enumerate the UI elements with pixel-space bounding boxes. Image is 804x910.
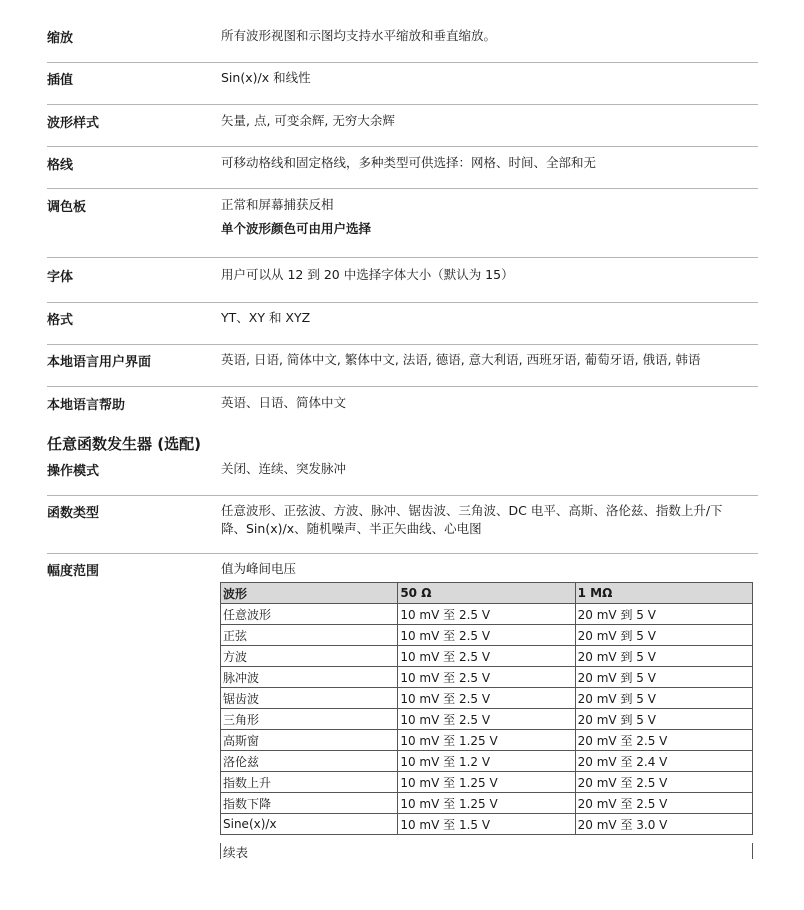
table-cell: 10 mV 至 2.5 V bbox=[398, 709, 575, 730]
spec-label: 函数类型 bbox=[47, 506, 100, 521]
table-row bbox=[221, 751, 753, 772]
spec-value-line: YT、XY 和 XYZ bbox=[221, 310, 311, 325]
spec-label: 字体 bbox=[47, 270, 74, 285]
table-continued-label: 续表 bbox=[220, 843, 248, 859]
table-cell: 20 mV 至 3.0 V bbox=[575, 814, 752, 835]
divider bbox=[47, 553, 758, 554]
spec-value bbox=[221, 154, 751, 172]
column-header-50-ohm: 50 Ω bbox=[398, 583, 575, 604]
table-cell: 20 mV 到 5 V bbox=[575, 646, 752, 667]
table-cell: 10 mV 至 1.25 V bbox=[398, 730, 575, 751]
spec-value bbox=[221, 560, 751, 578]
spec-label: 缩放 bbox=[47, 31, 74, 46]
table-cell: 10 mV 至 2.5 V bbox=[398, 604, 575, 625]
spec-value bbox=[221, 69, 751, 87]
table-continued-border bbox=[752, 843, 753, 859]
spec-value bbox=[221, 460, 751, 478]
table-row bbox=[221, 688, 753, 709]
table-cell: 20 mV 至 2.5 V bbox=[575, 772, 752, 793]
spec-label: 格式 bbox=[47, 313, 74, 328]
spec-label: 波形样式 bbox=[47, 116, 100, 131]
table-row bbox=[221, 730, 753, 751]
table-cell: 正弦 bbox=[221, 625, 398, 646]
table-cell: 10 mV 至 1.2 V bbox=[398, 751, 575, 772]
divider bbox=[47, 495, 758, 496]
table-cell: 20 mV 到 5 V bbox=[575, 688, 752, 709]
spec-value bbox=[221, 196, 751, 238]
table-cell: 10 mV 至 2.5 V bbox=[398, 625, 575, 646]
spec-value bbox=[221, 394, 751, 412]
column-header-waveform: 波形 bbox=[221, 583, 398, 604]
divider bbox=[47, 104, 758, 105]
table-row bbox=[221, 814, 753, 835]
table-row bbox=[221, 646, 753, 667]
spec-value-line: 单个波形颜色可由用户选择 bbox=[221, 221, 372, 236]
divider bbox=[47, 62, 758, 63]
spec-value-line: 任意波形、正弦波、方波、脉冲、锯齿波、三角波、DC 电平、高斯、洛伦兹、指数上升/下 bbox=[221, 503, 723, 518]
spec-value-line: 矢量, 点, 可变余辉, 无穷大余辉 bbox=[221, 113, 395, 128]
table-cell: 10 mV 至 2.5 V bbox=[398, 667, 575, 688]
spec-value-line: 用户可以从 12 到 20 中选择字体大小（默认为 15） bbox=[221, 267, 514, 282]
spec-value bbox=[221, 27, 751, 45]
spec-label: 幅度范围 bbox=[47, 564, 100, 579]
table-cell: 指数上升 bbox=[221, 772, 398, 793]
table-header-row bbox=[221, 583, 753, 604]
table-cell: 方波 bbox=[221, 646, 398, 667]
spec-label: 操作模式 bbox=[47, 464, 100, 479]
table-row bbox=[221, 709, 753, 730]
table-cell: 任意波形 bbox=[221, 604, 398, 625]
divider bbox=[47, 302, 758, 303]
section-title: 任意函数发生器 (选配) bbox=[47, 435, 201, 453]
table-cell: 锯齿波 bbox=[221, 688, 398, 709]
table-cell: 20 mV 到 5 V bbox=[575, 604, 752, 625]
table-cell: 10 mV 至 1.5 V bbox=[398, 814, 575, 835]
spec-label: 本地语言用户界面 bbox=[47, 355, 152, 370]
spec-value-line: 英语, 日语, 简体中文, 繁体中文, 法语, 德语, 意大利语, 西班牙语, 葡萄牙语, 俄语, 韩语 bbox=[221, 352, 701, 367]
divider bbox=[47, 188, 758, 189]
table-cell: 20 mV 到 5 V bbox=[575, 667, 752, 688]
divider bbox=[47, 257, 758, 258]
table-cell: 10 mV 至 1.25 V bbox=[398, 772, 575, 793]
spec-value-line: 可移动格线和固定格线，多种类型可供选择：网格、时间、全部和无 bbox=[221, 155, 597, 170]
spec-value-line: 正常和屏幕捕获反相 bbox=[221, 197, 334, 212]
spec-value bbox=[221, 309, 751, 327]
spec-value bbox=[221, 266, 751, 284]
spec-value-line: 关闭、连续、突发脉冲 bbox=[221, 461, 347, 476]
table-cell: 洛伦兹 bbox=[221, 751, 398, 772]
table-cell: Sine(x)/x bbox=[221, 814, 398, 835]
table-row bbox=[221, 625, 753, 646]
table-cell: 20 mV 到 5 V bbox=[575, 709, 752, 730]
table-cell: 20 mV 至 2.5 V bbox=[575, 793, 752, 814]
spec-value-line: 降、Sin(x)/x、随机噪声、半正矢曲线、心电图 bbox=[221, 521, 482, 536]
spec-value-line: 英语、日语、简体中文 bbox=[221, 395, 347, 410]
spec-label: 调色板 bbox=[47, 200, 87, 215]
table-cell: 三角形 bbox=[221, 709, 398, 730]
divider bbox=[47, 344, 758, 345]
spec-label: 格线 bbox=[47, 158, 74, 173]
table-cell: 10 mV 至 2.5 V bbox=[398, 688, 575, 709]
table-cell: 20 mV 到 5 V bbox=[575, 625, 752, 646]
spec-value-line: 值为峰间电压 bbox=[221, 561, 297, 576]
spec-value bbox=[221, 112, 751, 130]
table-row bbox=[221, 667, 753, 688]
table-row bbox=[221, 793, 753, 814]
table-row bbox=[221, 604, 753, 625]
table-cell: 高斯窗 bbox=[221, 730, 398, 751]
table-row bbox=[221, 772, 753, 793]
spec-value-line: Sin(x)/x 和线性 bbox=[221, 70, 311, 85]
spec-value bbox=[221, 502, 751, 538]
table-cell: 脉冲波 bbox=[221, 667, 398, 688]
amplitude-table bbox=[220, 582, 753, 835]
table-cell: 10 mV 至 1.25 V bbox=[398, 793, 575, 814]
table-cell: 指数下降 bbox=[221, 793, 398, 814]
table-cell: 20 mV 至 2.5 V bbox=[575, 730, 752, 751]
spec-value bbox=[221, 351, 751, 369]
column-header-1-megaohm: 1 MΩ bbox=[575, 583, 752, 604]
table-cell: 20 mV 至 2.4 V bbox=[575, 751, 752, 772]
spec-label: 插值 bbox=[47, 73, 74, 88]
spec-value-line: 所有波形视图和示图均支持水平缩放和垂直缩放。 bbox=[221, 28, 497, 43]
divider bbox=[47, 146, 758, 147]
table-cell: 10 mV 至 2.5 V bbox=[398, 646, 575, 667]
spec-label: 本地语言帮助 bbox=[47, 398, 126, 413]
divider bbox=[47, 386, 758, 387]
